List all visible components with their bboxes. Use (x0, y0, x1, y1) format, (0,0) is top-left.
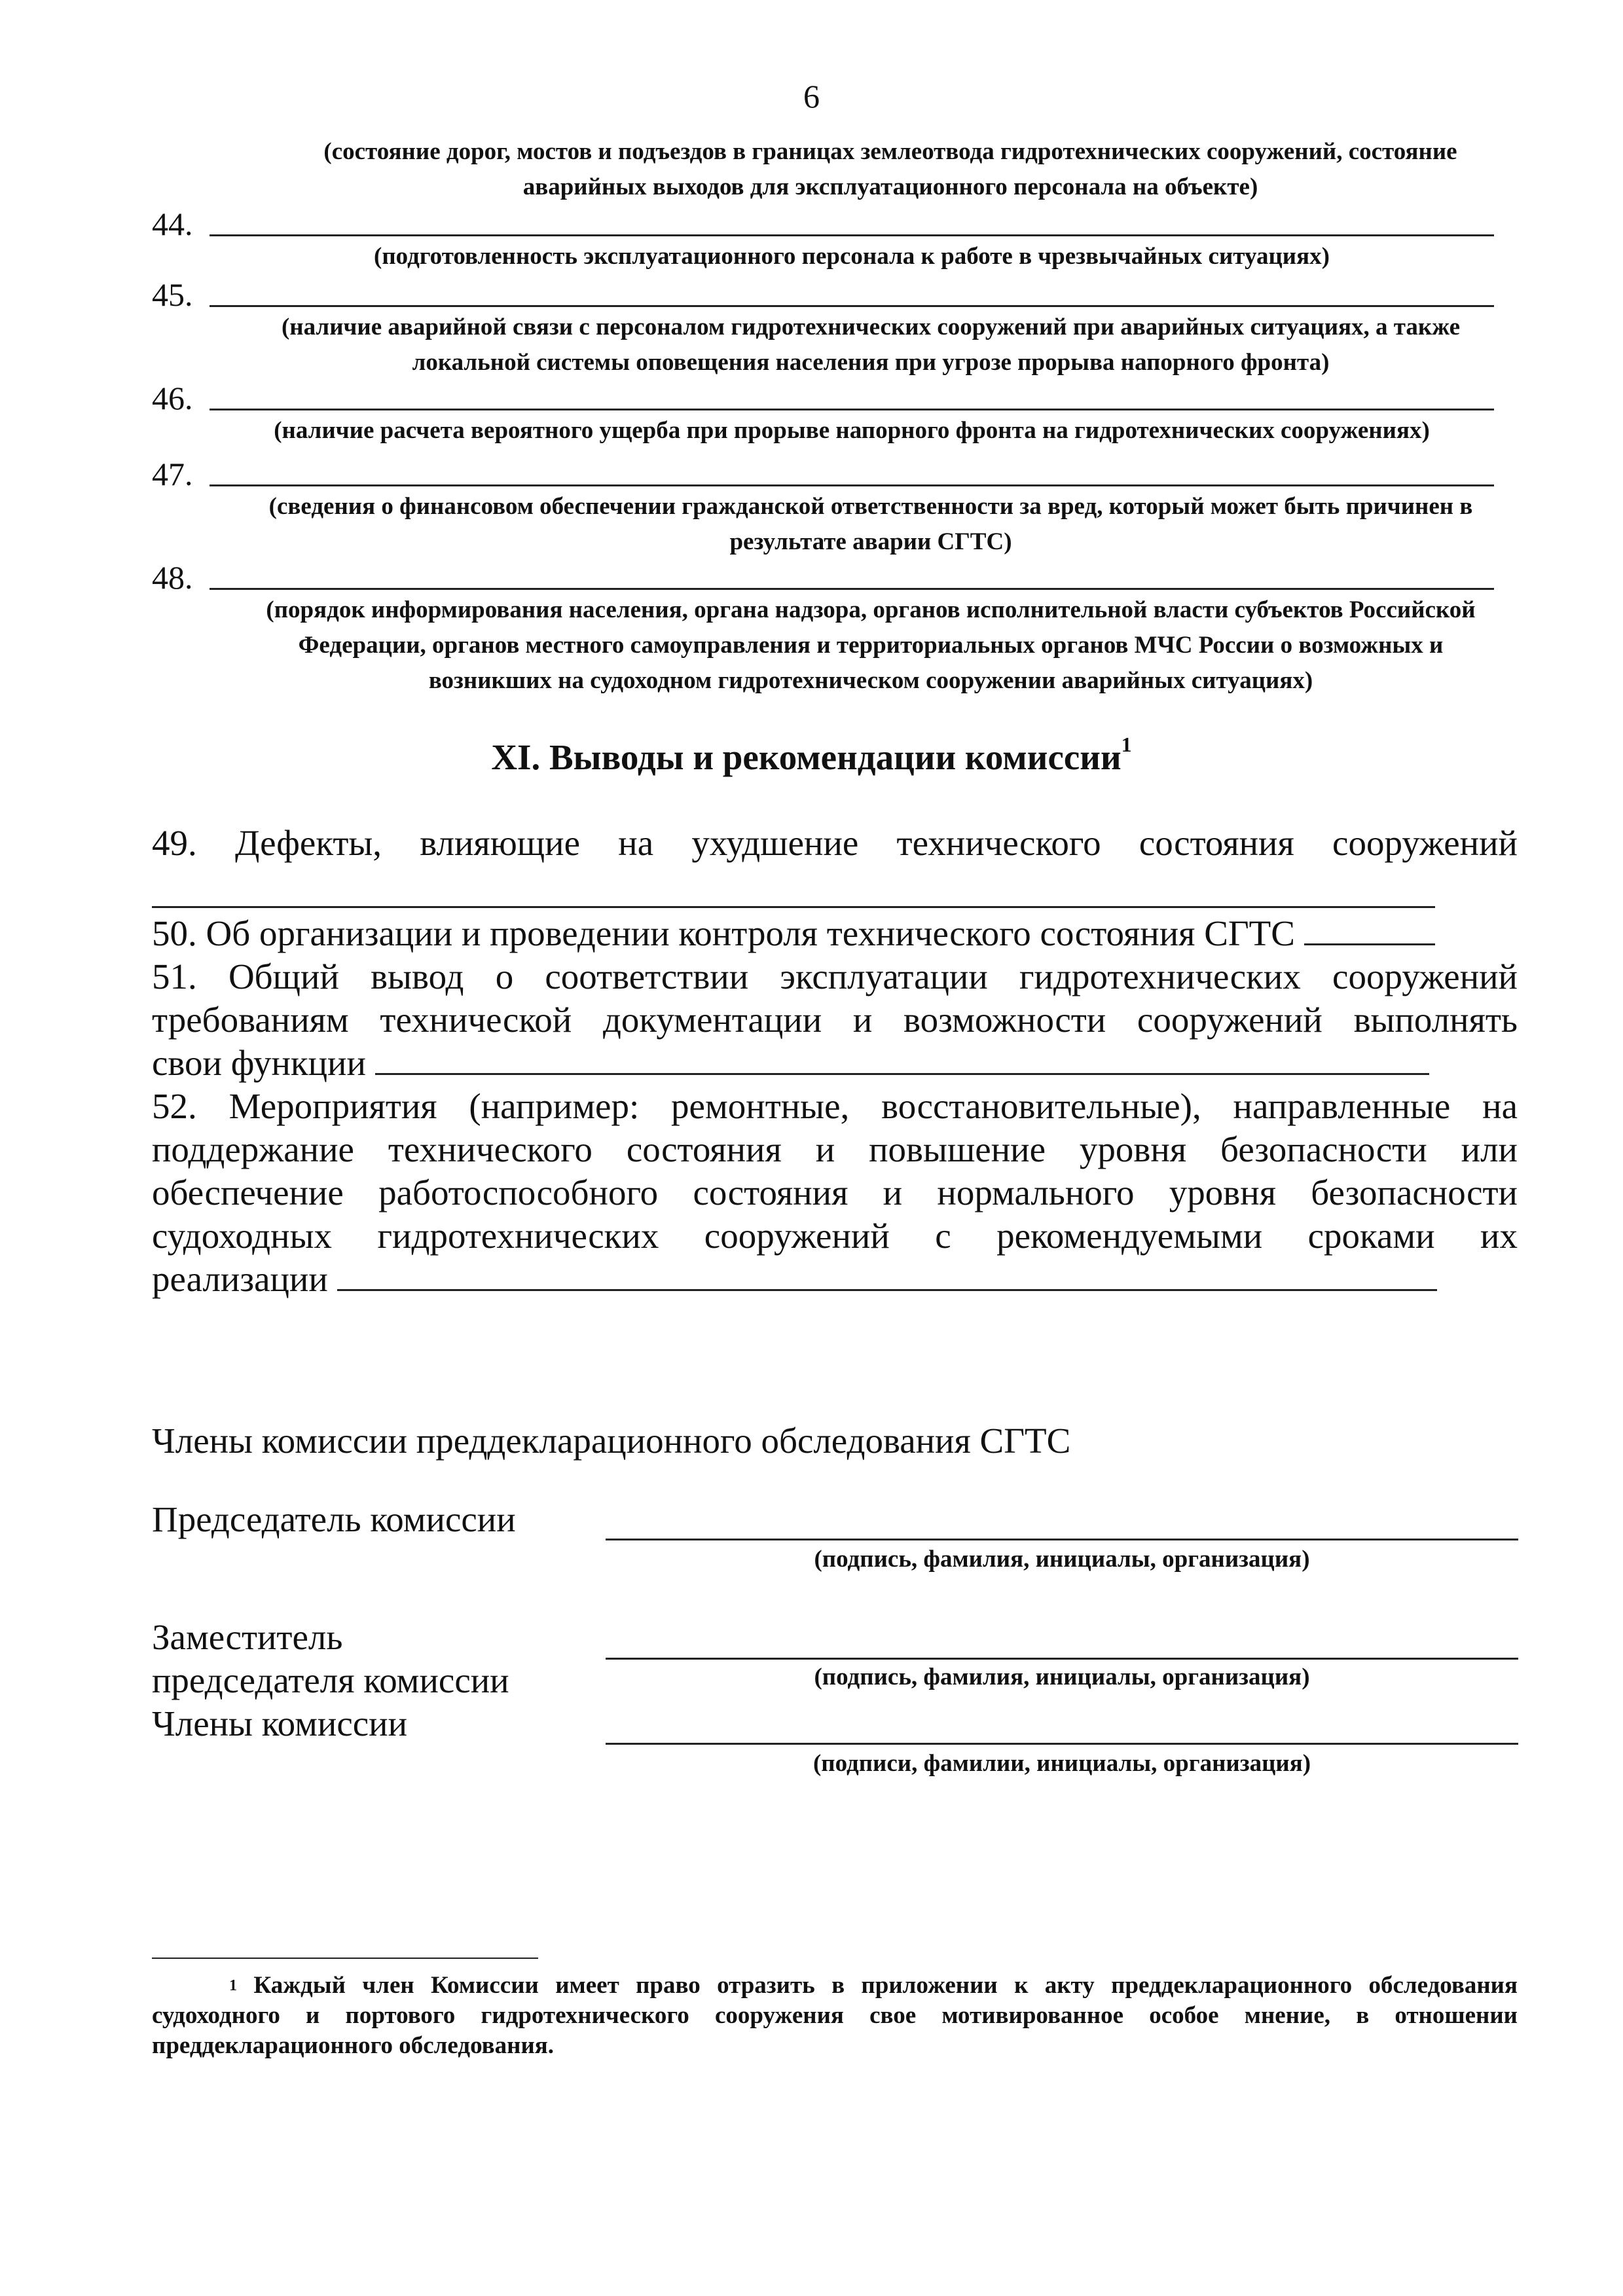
paragraph-52-line-2: поддержание технического состояния и повышение уровня безопасности или (152, 1129, 1518, 1169)
paragraph-52-line-4: судоходных гидротехнических сооружений с рекомендуемыми сроками их (152, 1216, 1518, 1256)
paragraph-49-fill-line (152, 906, 1435, 908)
paragraph-50-fill-line (1304, 917, 1435, 945)
paragraph-51-line-3 (152, 1042, 1518, 1085)
item-45-fill-line (210, 305, 1494, 307)
item-43-caption: (состояние дорог, мостов и подъездов в границах землеотвода гидротехнических сооружений, состояние аварийных выходов для эксплуатационного персонала на объекте) (323, 138, 1457, 200)
paragraph-52-line-3: обеспечение работоспособного состояния и нормального уровня безопасности (152, 1173, 1518, 1212)
item-48-fill-line (210, 588, 1494, 590)
item-46-caption: (наличие расчета вероятного ущерба при прорыве напорного фронта на гидротехнических сооружениях) (274, 417, 1430, 444)
item-44-fill-line (210, 234, 1494, 236)
item-48-number: 48. (152, 559, 193, 596)
item-46-number: 46. (152, 380, 193, 416)
chair-signature-line (606, 1539, 1518, 1540)
paragraph-51-fill-line (375, 1047, 1429, 1075)
members-signature-caption: (подписи, фамилии, инициалы, организация) (812, 1750, 1311, 1777)
deputy-signature-line (606, 1658, 1518, 1660)
item-44-caption: (подготовленность эксплуатационного персонала к работе в чрезвычайных ситуациях) (374, 243, 1330, 270)
footnote-mark: 1 (229, 1977, 237, 1994)
paragraph-52-line-5-text: реализации (152, 1259, 328, 1299)
commission-members-heading: Члены комиссии преддекларационного обследования СГТС (152, 1421, 1071, 1461)
deputy-label-line-2: председателя комиссии (152, 1660, 509, 1700)
item-44-number: 44. (152, 206, 193, 242)
item-47-number: 47. (152, 456, 193, 492)
footnote-text: Каждый член Комиссии имеет право отразить в приложении к акту преддекларационного обследования судоходного и портового гидротехнического сооружения свое мотивированное особое мнение, в отношении преддекларационного обследования. (152, 1972, 1518, 2059)
deputy-signature-caption: (подпись, фамилия, инициалы, организация) (814, 1664, 1310, 1690)
paragraph-51-line-2: требованиям технической документации и возможности сооружений выполнять (152, 1000, 1518, 1040)
page-number: 6 (803, 78, 820, 115)
paragraph-52-line-1: 52. Мероприятия (например: ремонтные, восстановительные), направленные на (152, 1086, 1518, 1126)
paragraph-51-line-1: 51. Общий вывод о соответствии эксплуатации гидротехнических сооружений (152, 957, 1518, 996)
deputy-label-line-1: Заместитель (152, 1617, 343, 1657)
paragraph-50 (152, 912, 1518, 955)
members-signature-line (606, 1743, 1518, 1745)
footnote-reference: 1 (1121, 733, 1132, 756)
paragraph-51-line-3-text: свои функции (152, 1043, 366, 1083)
section-heading (0, 733, 1623, 778)
footnote-separator (152, 1958, 538, 1959)
item-47-fill-line (210, 484, 1494, 486)
chair-label: Председатель комиссии (152, 1499, 516, 1539)
paragraph-49: 49. Дефекты, влияющие на ухудшение технического состояния сооружений (152, 823, 1518, 863)
footnote (152, 1971, 1518, 2061)
paragraph-52-fill-line (337, 1263, 1437, 1291)
item-45-caption: (наличие аварийной связи с персоналом гидротехнических сооружений при аварийных ситуациях, а также локальной системы оповещения населения при угрозе прорыва напорного фронта) (281, 314, 1461, 376)
members-label: Члены комиссии (152, 1704, 408, 1743)
item-46-fill-line (210, 409, 1494, 410)
item-48-caption: (порядок информирования населения, органа надзора, органов исполнительной власти субъектов Российской Федерации, органов местного самоуправления и территориальных органов МЧС России о возможных и возникших на судоходном гидротехническом сооружении аварийных ситуациях) (266, 596, 1476, 694)
chair-signature-caption: (подпись, фамилия, инициалы, организация) (814, 1546, 1310, 1573)
paragraph-50-text: 50. Об организации и проведении контроля технического состояния СГТС (152, 913, 1295, 953)
section-heading-text: XI. Выводы и рекомендации комиссии (491, 737, 1122, 777)
item-47-caption: (сведения о финансовом обеспечении гражданской ответственности за вред, который может быть причинен в результате аварии СГТС) (268, 493, 1473, 555)
paragraph-52-line-5 (152, 1258, 1518, 1301)
item-45-number: 45. (152, 276, 193, 313)
